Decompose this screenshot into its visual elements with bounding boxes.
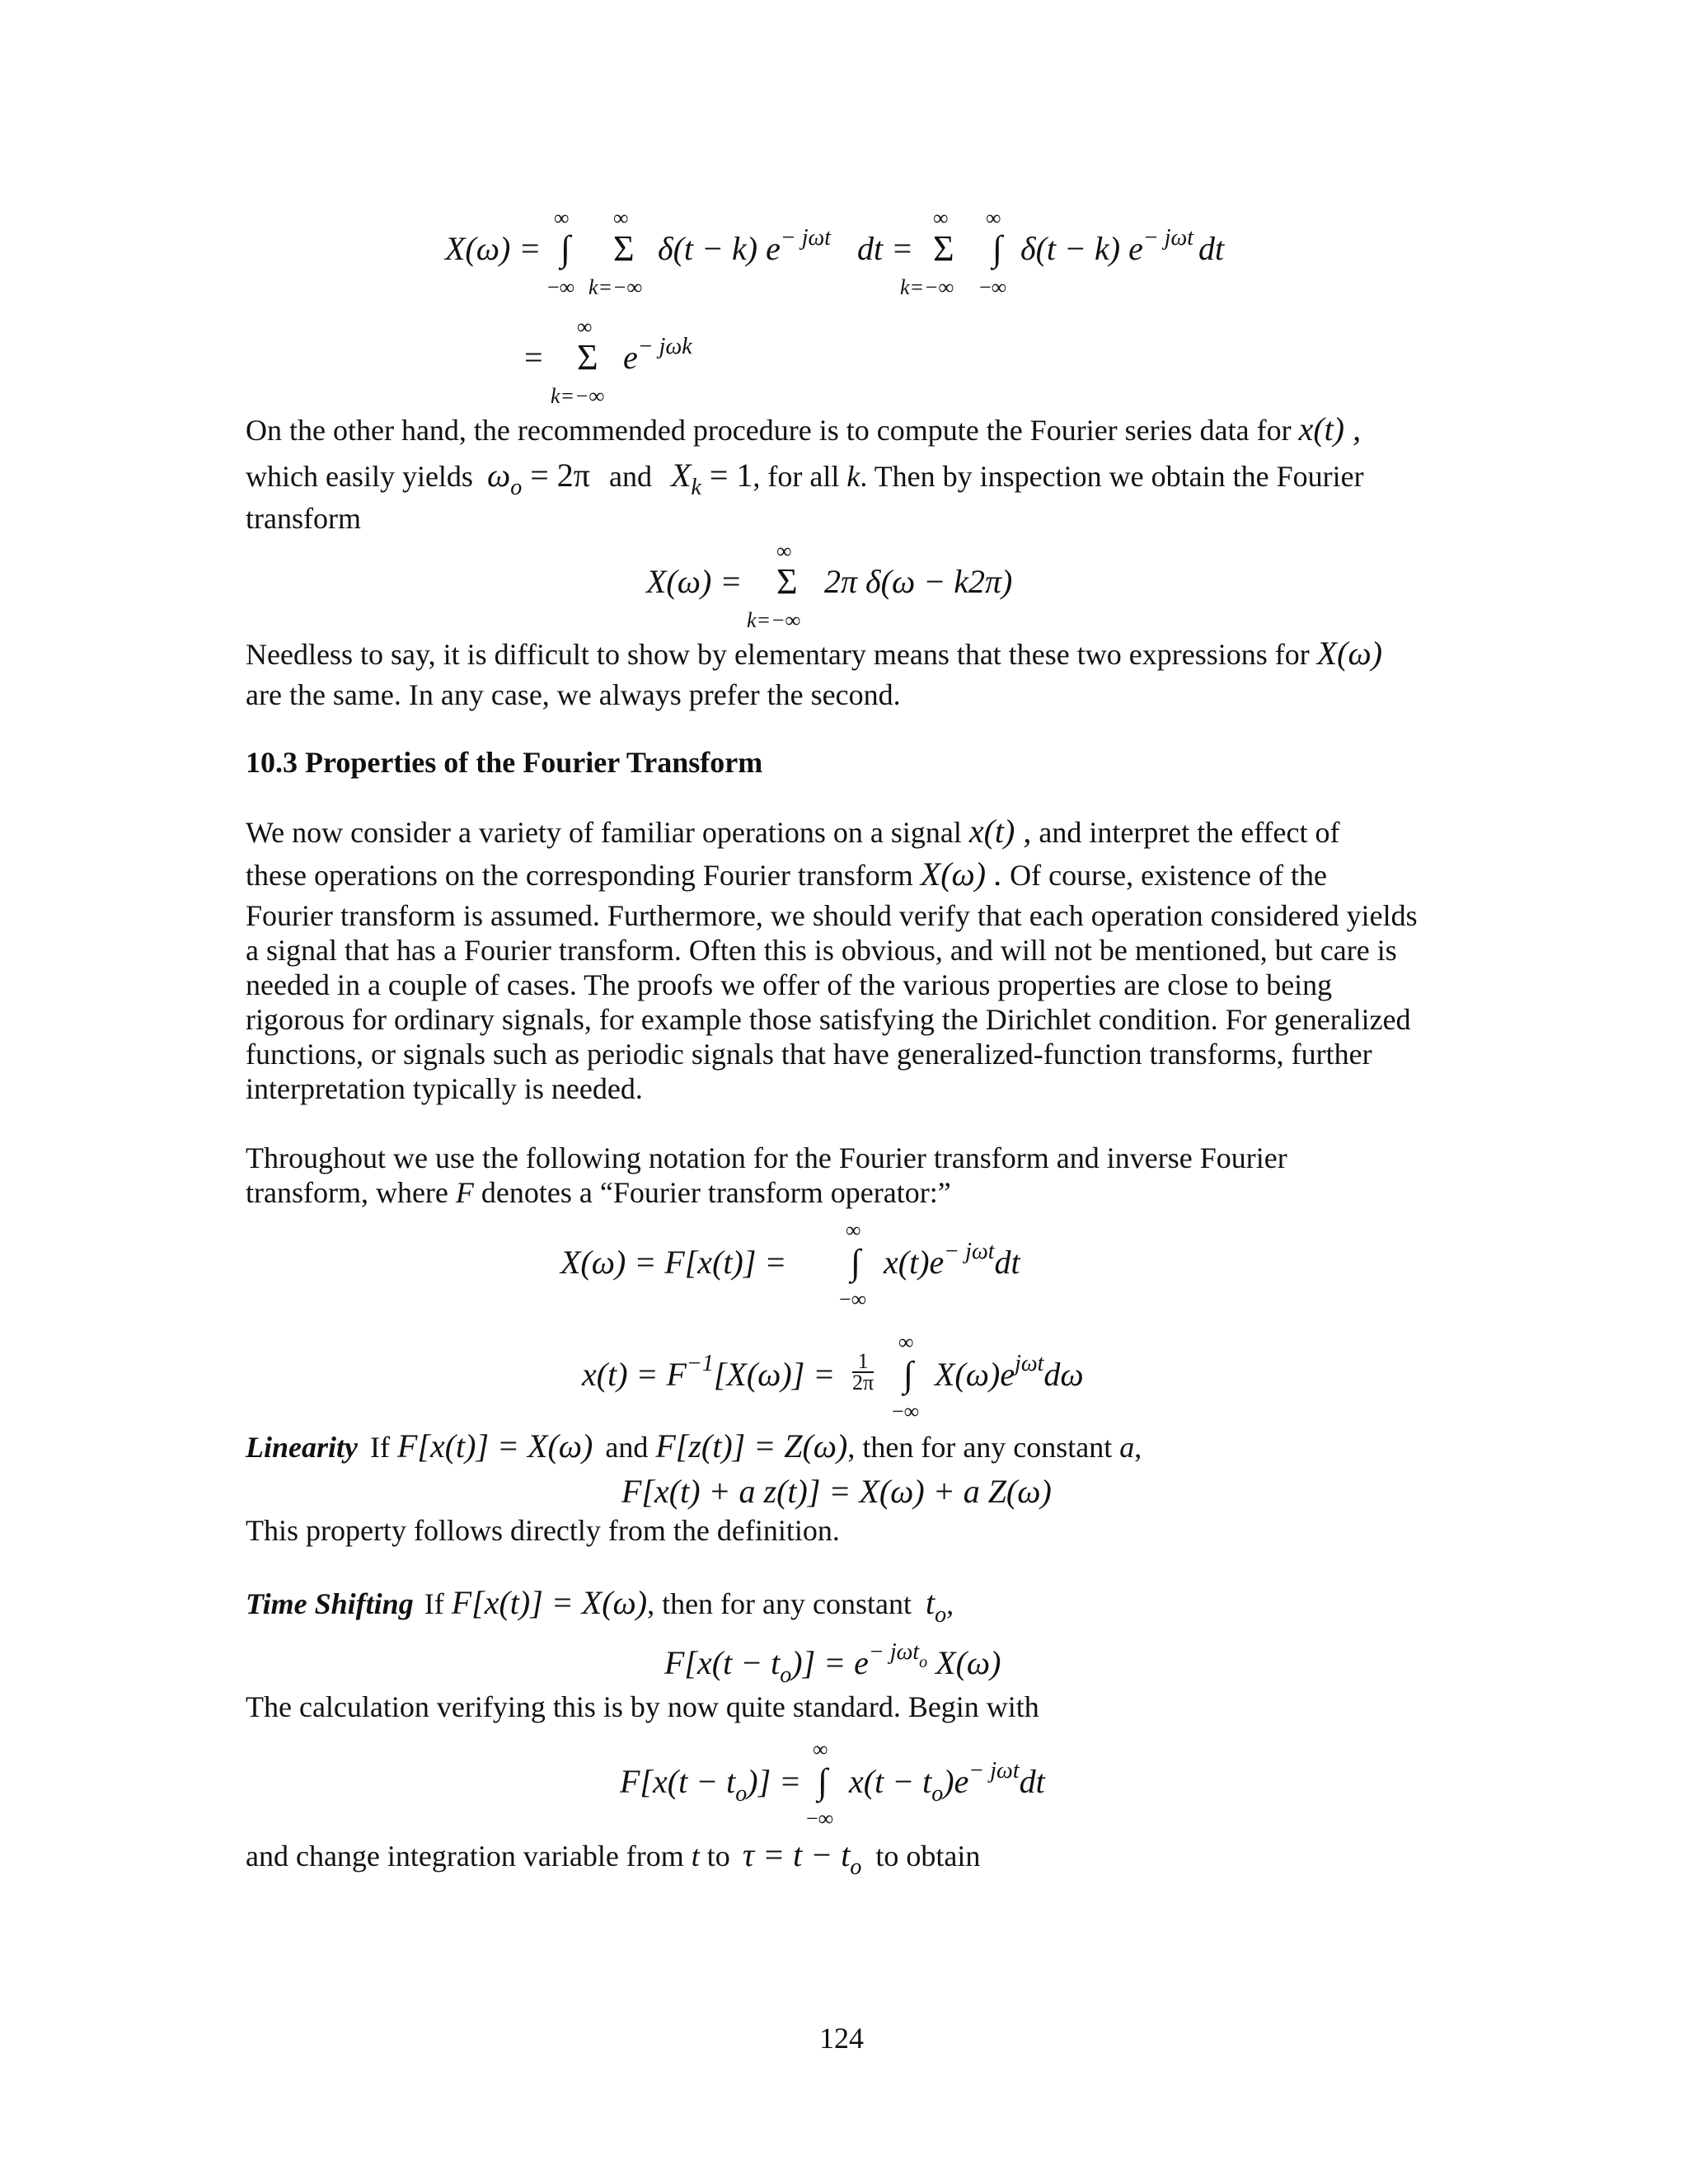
eq4-int-top: ∞ [846,1218,861,1242]
eq3-sum-top: ∞ [776,539,792,563]
eq1-sum2-bottom: k=−∞ [900,275,954,299]
eq6-lhs: $F[x(t - t_o)]$ = [620,1763,802,1807]
final-line: and change integration variable from t to $\tau = t - t_o$ to obtain [246,1836,981,1880]
timeshift-note: The calculation verifying this is by now quite standard. Begin with [246,1690,1039,1723]
page-number: 124 [819,2022,864,2055]
eq1-sum-sign: Σ [613,228,635,269]
para1-line3: transform [246,502,361,535]
eq2-sum-bottom: k=−∞ [551,384,605,408]
para1-line1: On the other hand, the recommended procedure is to compute the Fourier series data for x(t) , [246,410,1362,448]
eq4-int-bottom: −∞ [839,1287,867,1311]
para4-line1: Throughout we use the following notation for the Fourier transform and inverse Fourier [246,1141,1287,1174]
eq1-body2: δ(t − k) $e^{- j\omega t}$ [1020,225,1194,267]
eq1-sum-top: ∞ [613,206,629,230]
eq1-lhs: X(ω) = [445,230,542,267]
eq4-lhs: X(ω) = F[x(t)] = [560,1244,787,1281]
eq5-fraction: $\frac{1}{2\pi}$ [852,1349,874,1394]
eq1-int2-top: ∞ [986,206,1001,230]
eq1-sum2-sign: Σ [933,228,954,269]
eq1-dt2: dt [1198,230,1225,267]
linearity-note: This property follows directly from the definition. [246,1514,840,1547]
para1-line2: which easily yields $\omega_o = 2\pi$ and $X_k = 1$, for all k. Then by inspection we obtain the Fourier [246,457,1364,500]
timeshift-equation: $F[x(t - t_o)] = e^{- j\omega to}$ X(ω) [664,1639,1001,1688]
eq1-sum-bottom: k=−∞ [588,275,643,299]
linearity-label: Linearity [246,1431,358,1464]
eq1-integral-sign: ∫ [560,228,571,269]
eq3-body: 2π δ(ω − k2π) [824,563,1013,600]
eq1-dt: dt = [857,230,914,267]
eq5-integral-sign: ∫ [903,1354,914,1394]
eq1-body1: δ(t − k) $e^{- j\omega t}$ [658,225,832,267]
timeshift-label: Time Shifting [246,1587,414,1620]
para2-line2: are the same. In any case, we always prefer the second. [246,678,901,711]
eq3-sum-sign: Σ [776,561,798,602]
linearity-equation: F[x(t) + a z(t)] = X(ω) + a Z(ω) [621,1473,1052,1510]
para3-line1: We now consider a variety of familiar operations on a signal x(t) , and interpret the effect of [246,813,1340,850]
eq2-body: $e^{- j\omega k}$ [623,334,692,376]
eq5-int-bottom: −∞ [892,1399,920,1423]
para3-body: Fourier transform is assumed. Furthermore, we should verify that each operation considered yields a signal that has a Fourier transform. Often this is obvious, and will not be mentioned, but care is needed in a couple of cases. The proofs we offer of the various properties are close to being rigorous for ordinary signals, for example those satisfying the Dirichlet condition. For generalized functions, or signals such as periodic signals that have generalized-function transforms, further interpretation typically is needed. [246,899,1418,1105]
eq6-int-top: ∞ [813,1737,828,1761]
eq5-body: $X(\omega)e^{j\omega t}d\omega$ [935,1351,1084,1393]
eq6-integral-sign: ∫ [818,1761,828,1802]
para3-line2: these operations on the corresponding Fourier transform X(ω) . Of course, existence of the [246,855,1327,893]
timeshift-line: Time Shifting If F[x(t)] = X(ω), then for any constant $t_o$, [246,1584,954,1628]
para2-line1: Needless to say, it is difficult to show by elementary means that these two expressions for X(ω) [246,635,1383,672]
eq6-body: $x(t - t_o)e^{- j\omega t}dt$ [849,1758,1045,1807]
eq4-body: $x(t)e^{- j\omega t}dt$ [884,1239,1020,1281]
eq2-equals: = [524,339,543,376]
eq5-lhs: $x(t) = F^{-1}[X(\omega)]$ = [582,1351,836,1393]
eq6-int-bottom: −∞ [806,1807,834,1830]
eq3-sum-bottom: k=−∞ [747,608,801,632]
section-heading: 10.3 Properties of the Fourier Transform [246,746,763,779]
eq1-int2-bottom: −∞ [979,275,1007,299]
eq1-integral2-sign: ∫ [992,228,1003,269]
eq1-sum2-top: ∞ [933,206,949,230]
eq1-int-top: ∞ [554,206,570,230]
eq2-sum-top: ∞ [577,315,593,339]
eq5-int-top: ∞ [898,1330,914,1354]
para4-line2: transform, where F denotes a “Fourier transform operator:” [246,1176,951,1209]
eq3-lhs: X(ω) = [646,563,743,600]
linearity-line: Linearity If F[x(t)] = X(ω) and F[z(t)] = Z(ω), then for any constant a, [246,1427,1142,1465]
eq4-integral-sign: ∫ [851,1242,861,1282]
eq2-sum-sign: Σ [577,337,598,377]
eq1-int-bottom: −∞ [547,275,575,299]
